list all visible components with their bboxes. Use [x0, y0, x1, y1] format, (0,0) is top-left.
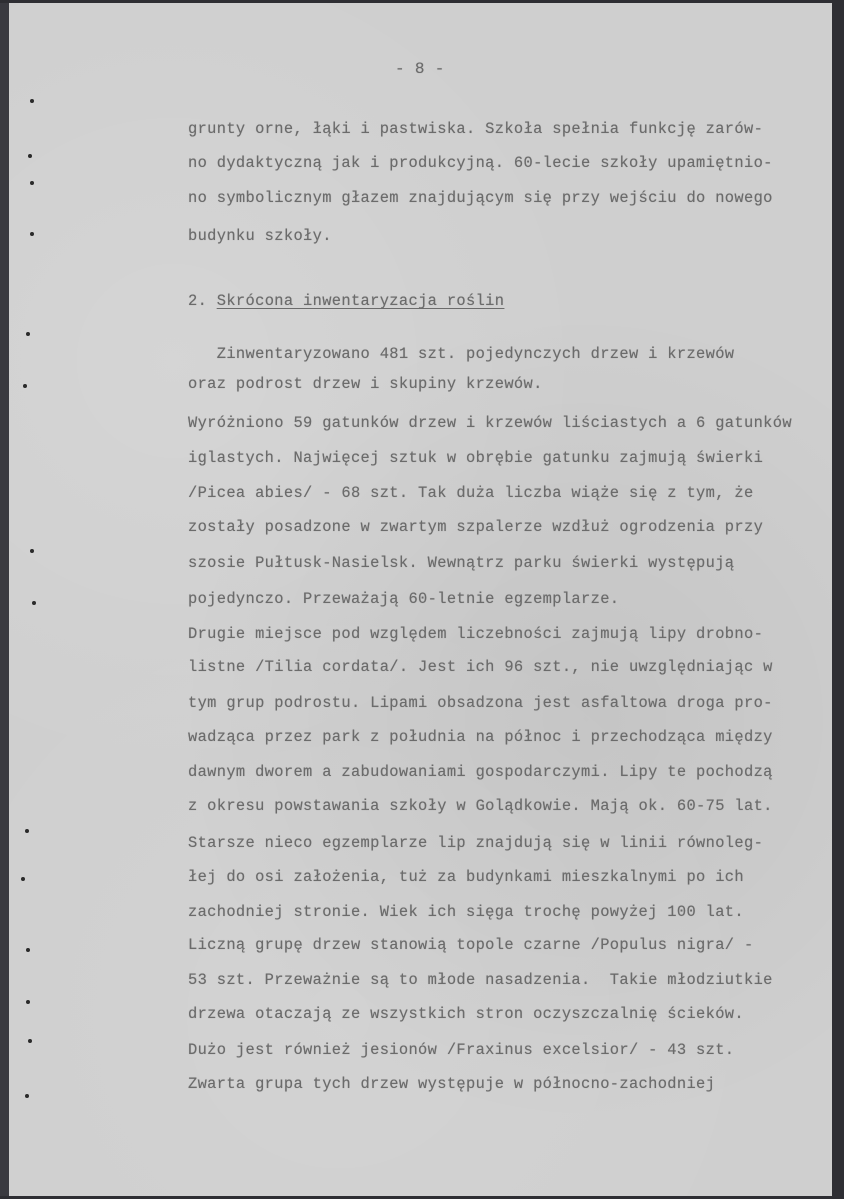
- text-line: oraz podrost drzew i skupiny krzewów.: [188, 375, 543, 393]
- text-line: no dydaktyczną jak i produkcyjną. 60-lecie szkoły upamiętnio-: [188, 154, 773, 172]
- text-line: pojedynczo. Przeważają 60-letnie egzemplarze.: [188, 590, 620, 608]
- text-line: 53 szt. Przeważnie są to młode nasadzenia. Takie młodziutkie: [188, 971, 773, 989]
- margin-dot: [21, 877, 25, 881]
- page-number: - 8 -: [395, 60, 445, 78]
- margin-dot: [28, 1039, 32, 1043]
- text-line: zachodniej stronie. Wiek ich sięga trochę powyżej 100 lat.: [188, 903, 744, 921]
- text-line: budynku szkoły.: [188, 227, 332, 245]
- margin-dot: [28, 154, 32, 158]
- scan-right-edge: [832, 0, 844, 1199]
- text-line: dawnym dworem a zabudowaniami gospodarczymi. Lipy te pochodzą: [188, 763, 773, 781]
- text-line: Zinwentaryzowano 481 szt. pojedynczych drzew i krzewów: [188, 345, 735, 363]
- section-number: 2.: [188, 292, 208, 310]
- text-line: Zwarta grupa tych drzew występuje w północno-zachodniej: [188, 1075, 716, 1093]
- section-title: Skrócona inwentaryzacja roślin: [216, 292, 505, 310]
- margin-dot: [30, 232, 34, 236]
- text-line: wadząca przez park z południa na północ i przechodząca między: [188, 728, 773, 746]
- margin-dot: [32, 601, 36, 605]
- text-line: Starsze nieco egzemplarze lip znajdują się w linii równoleg-: [188, 834, 764, 852]
- text-line: tym grup podrostu. Lipami obsadzona jest asfaltowa droga pro-: [188, 694, 773, 712]
- margin-dot: [25, 1094, 29, 1098]
- margin-dot: [30, 99, 34, 103]
- section-heading: [188, 292, 504, 310]
- text-line: iglastych. Najwięcej sztuk w obrębie gatunku zajmują świerki: [188, 449, 764, 467]
- margin-dot: [25, 829, 29, 833]
- text-line: Liczną grupę drzew stanowią topole czarne /Populus nigra/ -: [188, 936, 754, 954]
- margin-dot: [26, 1000, 30, 1004]
- margin-dot: [23, 384, 27, 388]
- margin-dot: [26, 948, 30, 952]
- text-line: zostały posadzone w zwartym szpalerze wzdłuż ogrodzenia przy: [188, 518, 764, 536]
- text-line: z okresu powstawania szkoły w Golądkowie. Mają ok. 60-75 lat.: [188, 797, 773, 815]
- text-line: łej do osi założenia, tuż za budynkami mieszkalnymi po ich: [188, 868, 744, 886]
- margin-dot: [30, 181, 34, 185]
- text-line: Drugie miejsce pod względem liczebności zajmują lipy drobno-: [188, 625, 764, 643]
- text-line: /Picea abies/ - 68 szt. Tak duża liczba wiąże się z tym, że: [188, 484, 754, 502]
- text-line: Dużo jest również jesionów /Fraxinus excelsior/ - 43 szt.: [188, 1041, 735, 1059]
- text-line: szosie Pułtusk-Nasielsk. Wewnątrz parku świerki występują: [188, 554, 735, 572]
- text-line: listne /Tilia cordata/. Jest ich 96 szt., nie uwzględniając w: [188, 658, 773, 676]
- text-line: grunty orne, łąki i pastwiska. Szkoła spełnia funkcję zarów-: [188, 120, 764, 138]
- text-line: Wyróżniono 59 gatunków drzew i krzewów liściastych a 6 gatunków: [188, 414, 792, 432]
- text-line: drzewa otaczają ze wszystkich stron oczyszczalnię ścieków.: [188, 1005, 744, 1023]
- margin-dot: [30, 549, 34, 553]
- text-line: no symbolicznym głazem znajdującym się przy wejściu do nowego: [188, 189, 773, 207]
- margin-dot: [26, 332, 30, 336]
